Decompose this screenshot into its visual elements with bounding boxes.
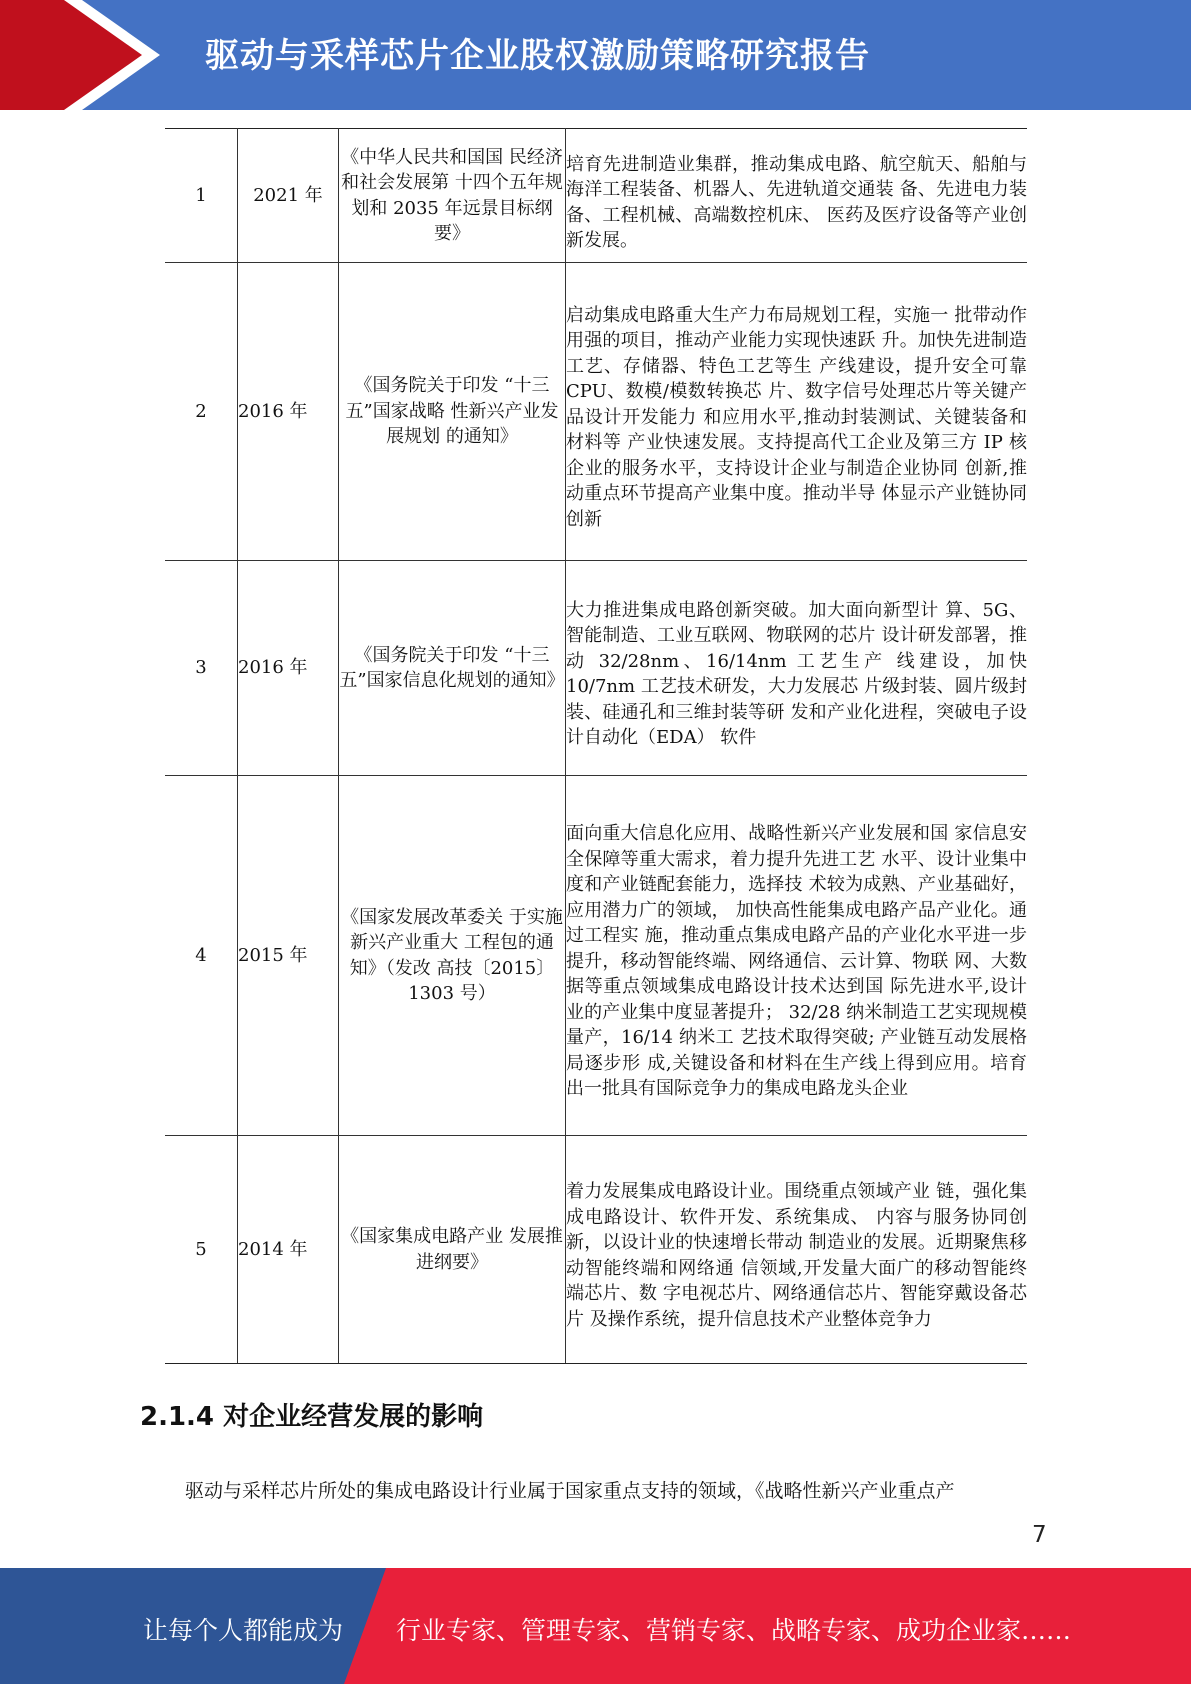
row-content-cell — [566, 561, 1028, 776]
row-content: 启动集成电路重大生产力布局规划工程，实施一 批带动作用强的项目，推动产业能力实现快速跃 升。加快先进制造工艺、存储器、特色工艺等生 产线建设，提升安全可靠 CPU、数模/模数转换芯 片、数字信号处理芯片等关键产品设计开发能力 和应用水平,推动封装测试、关键装备和材料等 产业快速发展。支持提高代工企业及第三方 IP 核 企业的服务水平，支持设计企业与制造企业协同 创新,推动重点环节提高产业集中度。推动半导 体显示产业链协同创新 — [566, 304, 1027, 530]
row-number: 2 — [165, 263, 238, 561]
row-document: 《国务院关于印发 “十三五”国家战略 性新兴产业发展规划 的通知》 — [339, 263, 566, 561]
footer-slogan-right: 行业专家、管理专家、营销专家、战略专家、成功企业家…… — [396, 1616, 1072, 1645]
row-year: 2021 年 — [238, 129, 339, 263]
row-content: 面向重大信息化应用、战略性新兴产业发展和国 家信息安全保障等重大需求，着力提升先进工艺 水平、设计业集中度和产业链配套能力，选择技 术较为成熟、产业基础好，应用潜力广的领域， 加快高性能集成电路产品产业化。通过工程实 施，推动重点集成电路产品的产业化水平进一步提升，移动智能终端、网络通信、云计算、物联 网、大数据等重点领域集成电路设计技术达到国 际先进水平,设计业的产业集中度显著提升； 32/28 纳米制造工艺实现规模量产，16/14 纳米工 艺技术取得突破; 产业链互动发展格局逐步形 成,关键设备和材料在生产线上得到应用。培育 出一批具有国际竞争力的集成电路龙头企业 — [566, 823, 1027, 1100]
row-number: 1 — [165, 129, 238, 263]
table-row — [165, 1136, 1027, 1364]
row-number: 5 — [165, 1136, 238, 1364]
report-title: 驱动与采样芯片企业股权激励策略研究报告 — [205, 36, 870, 76]
row-content-cell — [566, 1136, 1028, 1364]
row-year: 2015 年 — [238, 776, 339, 1136]
header-red-triangle — [0, 0, 148, 110]
row-number: 4 — [165, 776, 238, 1136]
table-row — [165, 263, 1027, 561]
row-content-cell — [566, 776, 1028, 1136]
row-content: 培育先进制造业集群，推动集成电路、航空航天、船舶与海洋工程装备、机器人、先进轨道交通装 备、先进电力装备、工程机械、高端数控机床、 医药及医疗设备等产业创新发展。 — [566, 153, 1027, 251]
row-document: 《国家集成电路产业 发展推进纲要》 — [339, 1136, 566, 1364]
table-row — [165, 129, 1027, 263]
row-document: 《国家发展改革委关 于实施新兴产业重大 工程包的通知》（发改 高技〔2015〕 1303 号） — [339, 776, 566, 1136]
row-content-cell — [566, 263, 1028, 561]
row-content: 大力推进集成电路创新突破。加大面向新型计 算、5G、智能制造、工业互联网、物联网的芯片 设计研发部署，推动 32/28nm、16/14nm 工艺生产 线建设，加快 10/7nm 工艺技术研发，大力发展芯 片级封装、圆片级封装、硅通孔和三维封装等研 发和产业化进程，突破电子设计自动化（EDA） 软件 — [566, 599, 1027, 748]
row-content: 着力发展集成电路设计业。围绕重点领域产业 链，强化集成电路设计、软件开发、系统集成、 内容与服务协同创新，以设计业的快速增长带动 制造业的发展。近期聚焦移动智能终端和网络通 信领域,开发量大面广的移动智能终端芯片、数 字电视芯片、网络通信芯片、智能穿戴设备芯片 及操作系统，提升信息技术产业整体竞争力 — [566, 1181, 1027, 1330]
row-year: 2014 年 — [238, 1136, 339, 1364]
row-number: 3 — [165, 561, 238, 776]
page-footer — [0, 1568, 1191, 1684]
table-row — [165, 561, 1027, 776]
row-document: 《国务院关于印发 “十三五”国家信息化规划的通知》 — [339, 561, 566, 776]
section-heading: 2.1.4 对企业经营发展的影响 — [140, 1402, 484, 1432]
row-year: 2016 年 — [238, 263, 339, 561]
table-row — [165, 776, 1027, 1136]
footer-slogan-left: 让每个人都能成为 — [143, 1616, 344, 1645]
row-year: 2016 年 — [238, 561, 339, 776]
row-content-cell — [566, 129, 1028, 263]
body-paragraph: 驱动与采样芯片所处的集成电路设计行业属于国家重点支持的领域，《战略性新兴产业重点产 — [185, 1480, 955, 1502]
row-document: 《中华人民共和国国 民经济和社会发展第 十四个五年规划和 2035 年远景目标纲要》 — [339, 129, 566, 263]
page-number: 7 — [1032, 1522, 1047, 1548]
policy-table — [165, 128, 1027, 1364]
page-header — [0, 0, 1191, 110]
